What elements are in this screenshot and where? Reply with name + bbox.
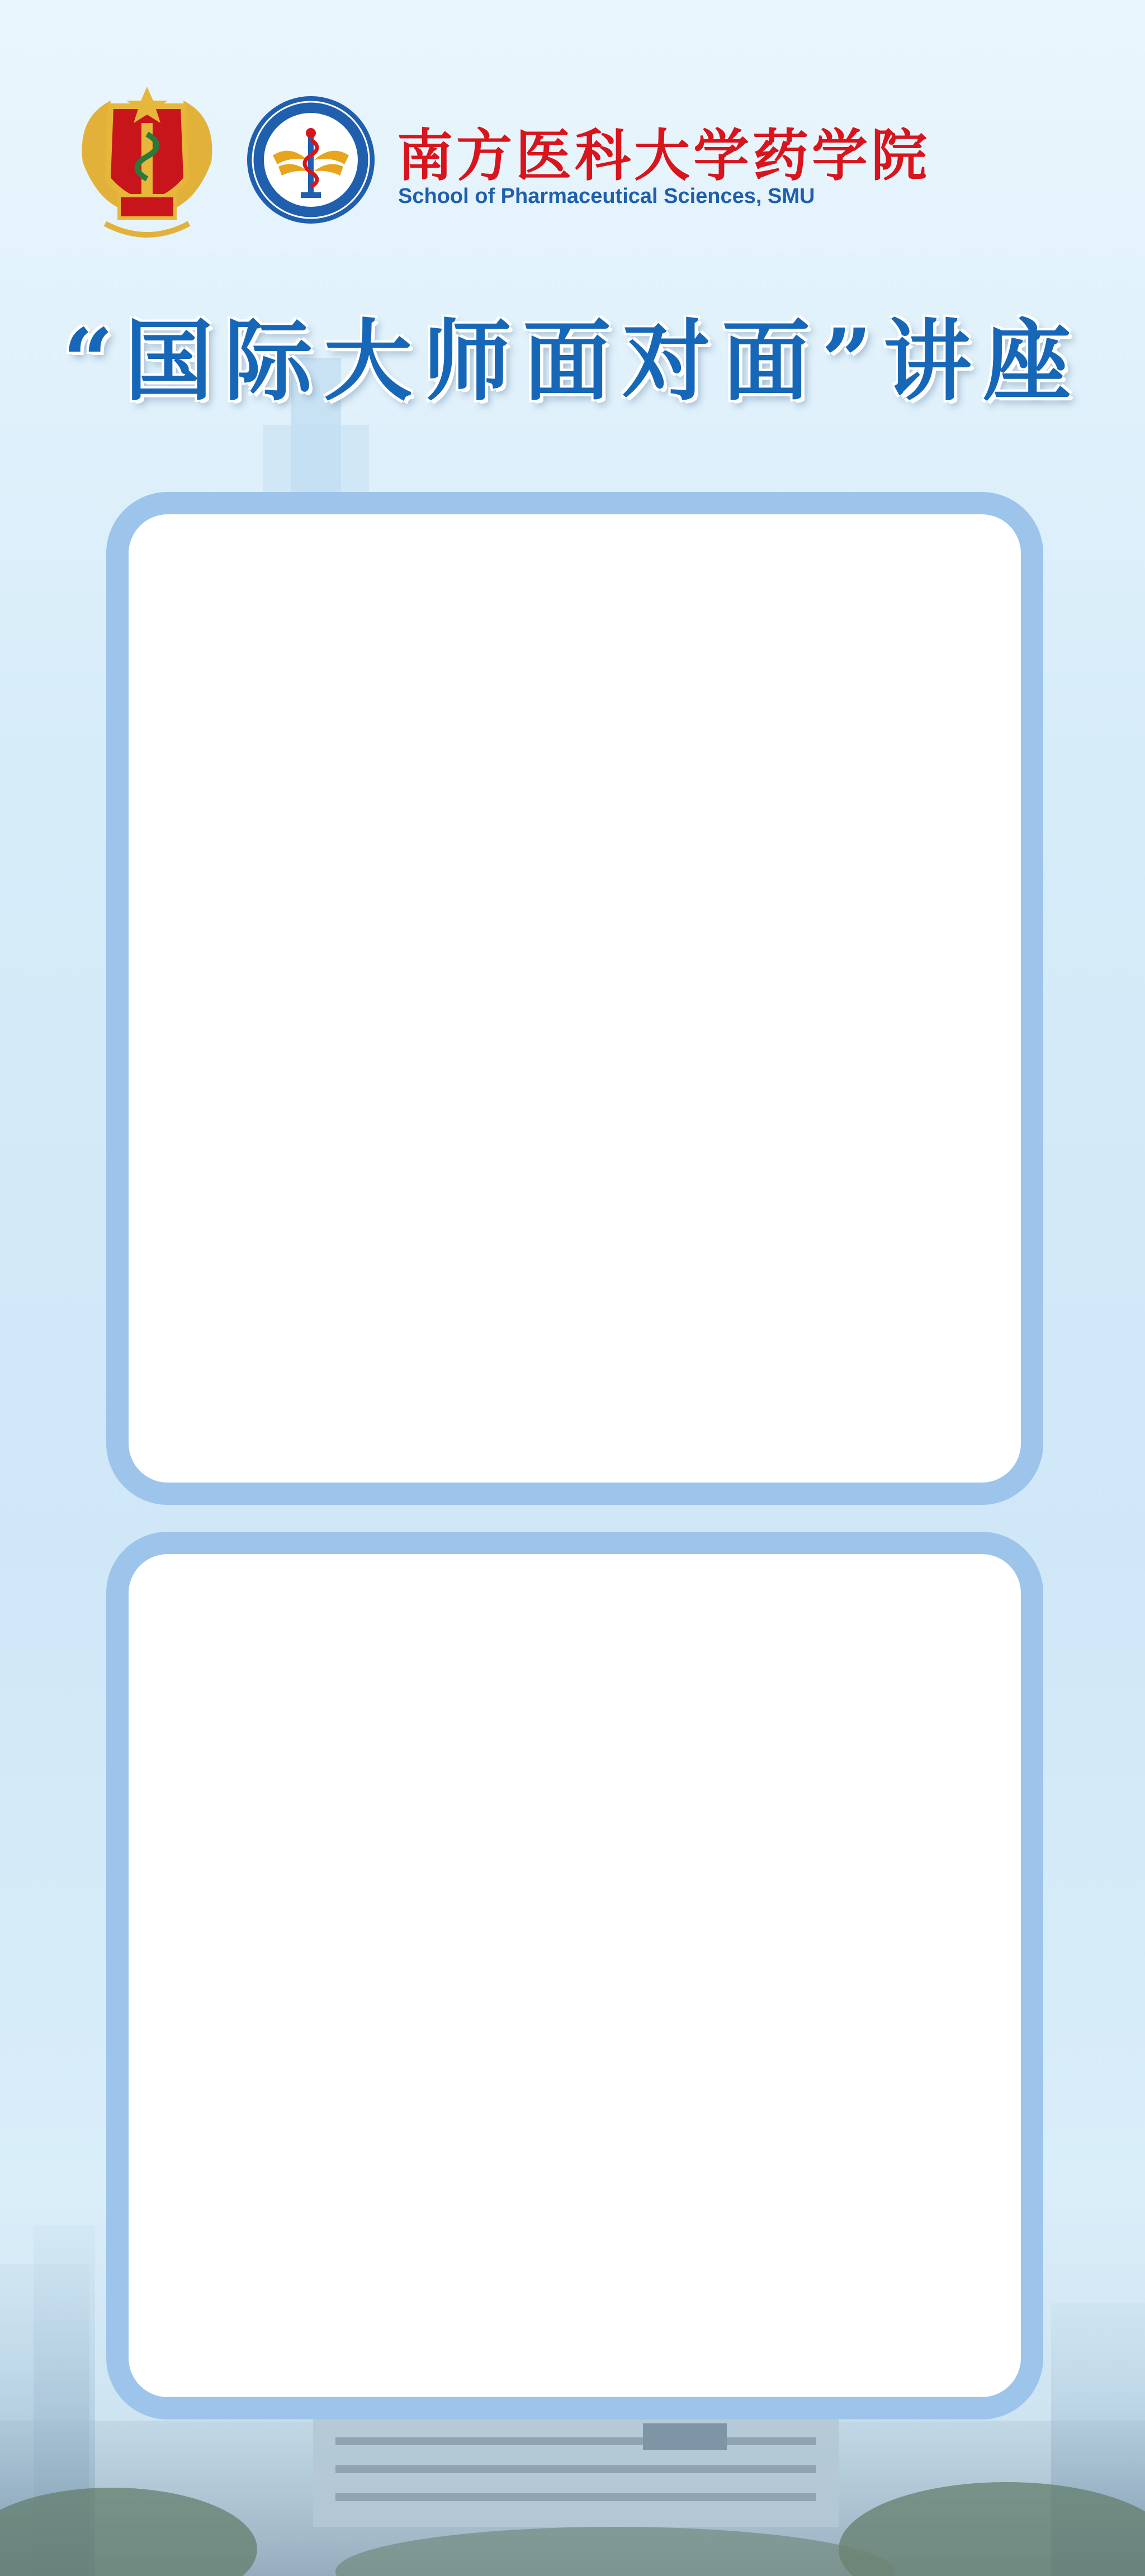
school-name-en: School of Pharmaceutical Sciences, SMU xyxy=(398,184,815,208)
school-name-cn: 南方医科大学药学院 xyxy=(397,122,930,188)
lecture-card-2 xyxy=(106,1532,1043,2419)
lecture-card-1 xyxy=(106,492,1043,1505)
pharmacy-school-seal-icon xyxy=(245,94,377,226)
lecture-series-title: “国际大师面对面”讲座 xyxy=(63,310,1082,413)
military-medical-emblem-icon xyxy=(72,84,223,246)
